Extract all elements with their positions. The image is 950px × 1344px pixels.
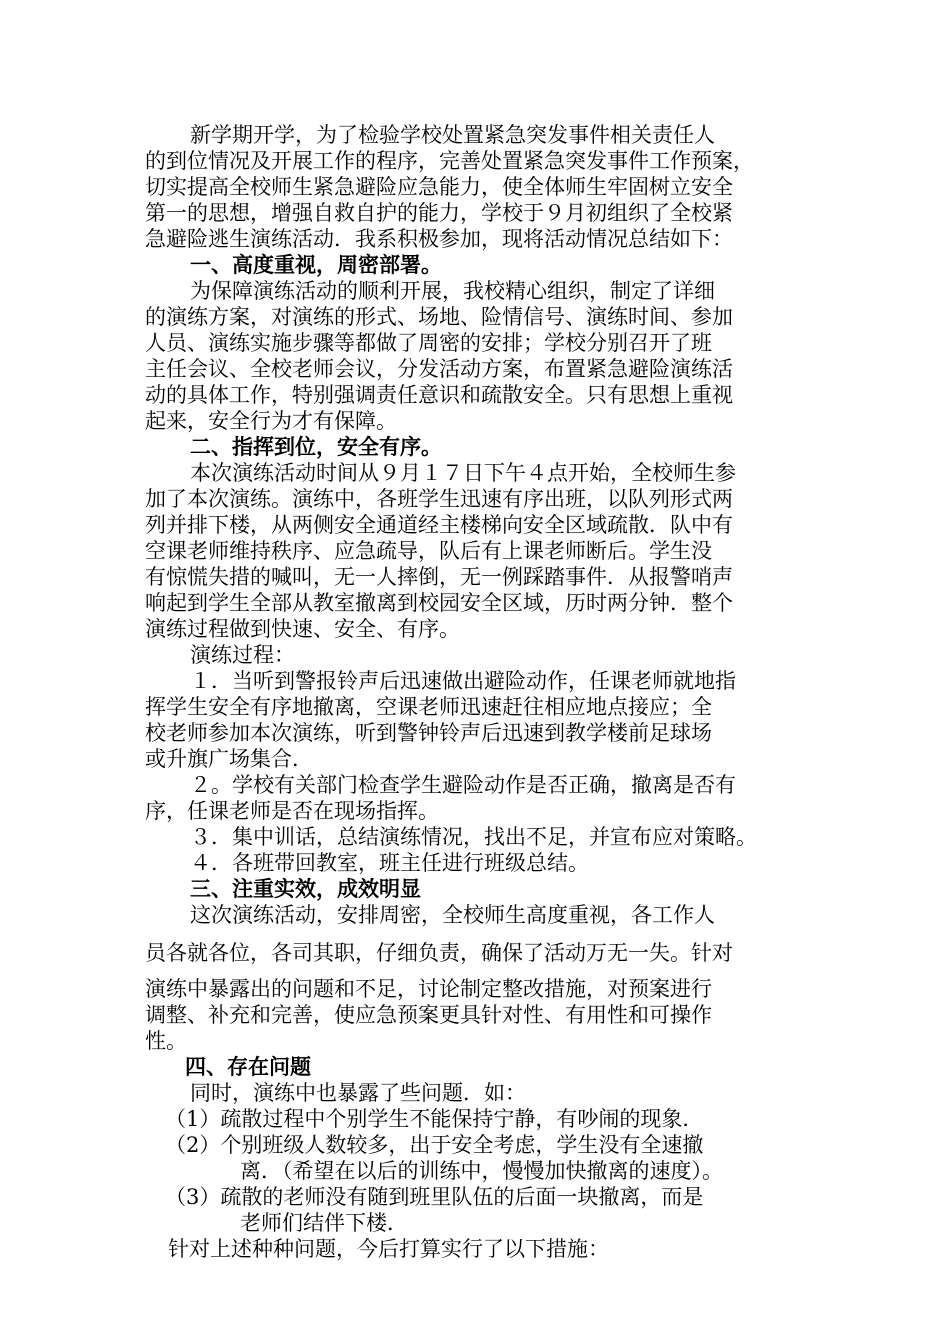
section1-line-6: 起来，安全行为才有保障。 (145, 409, 397, 433)
process-label: 演练过程： (190, 643, 295, 667)
section1-line-4: 主任会议、全校老师会议，分发活动方案，布置紧急避险演练活 (145, 357, 733, 381)
section-heading-3: 三、注重实效，成效明显 (190, 876, 421, 901)
section2-line-3: 列并排下楼，从两侧安全通道经主楼梯向安全区域疏散．队中有 (145, 513, 733, 537)
section2-line-1: 本次演练活动时间从９月１７日下午４点开始，全校师生参 (190, 461, 736, 485)
section2-line-5: 有惊慌失措的喊叫，无一人摔倒，无一例踩踏事件．从报警哨声 (145, 565, 733, 589)
section2-line-2: 加了本次演练。演练中，各班学生迅速有序出班，以队列形式两 (145, 487, 733, 511)
section1-line-5: 动的具体工作，特别强调责任意识和疏散安全。只有思想上重视 (145, 383, 733, 407)
section4-intro: 同时，演练中也暴露了些问题．如： (190, 1081, 526, 1105)
issue-3-line-1: （3）疏散的老师没有随到班里队伍的后面一块撤离，而是 (165, 1185, 704, 1209)
intro-line-5: 急避险逃生演练活动．我系积极参加，现将活动情况总结如下： (145, 227, 733, 251)
measures-intro: 针对上述种种问题，今后打算实行了以下措施： (168, 1237, 609, 1261)
section2-line-7: 演练过程做到快速、安全、有序。 (145, 617, 460, 641)
section3-line-1: 这次演练活动，安排周密，全校师生高度重视，各工作人 (190, 903, 715, 927)
step1-line-1: １．当听到警报铃声后迅速做出避险动作，任课老师就地指 (190, 669, 736, 693)
section3-line-5: 性。 (145, 1029, 187, 1053)
section-heading-4: 四、存在问题 (185, 1054, 311, 1079)
step3-line: ３．集中训话，总结演练情况，找出不足，并宣布应对策略。 (190, 825, 757, 849)
step1-line-4: 或升旗广场集合． (145, 747, 313, 771)
issue-2-line-2: 离．（希望在以后的训练中，慢慢加快撤离的速度）。 (240, 1159, 723, 1183)
intro-line-2: 的到位情况及开展工作的程序，完善处置紧急突发事件工作预案， (145, 149, 754, 173)
intro-line-1: 新学期开学，为了检验学校处置紧急突发事件相关责任人 (190, 123, 715, 147)
section3-line-2: 员各就各位，各司其职，仔细负责，确保了活动万无一失。针对 (145, 941, 733, 965)
intro-line-3: 切实提高全校师生紧急避险应急能力，使全体师生牢固树立安全 (145, 175, 733, 199)
section1-line-3: 人员、演练实施步骤等都做了周密的安排；学校分别召开了班 (145, 331, 712, 355)
step1-line-2: 挥学生安全有序地撤离，空课老师迅速赶往相应地点接应；全 (145, 695, 712, 719)
section-heading-1: 一、高度重视，周密部署。 (190, 252, 442, 277)
issue-3-line-2: 老师们结伴下楼． (240, 1211, 408, 1235)
section1-line-1: 为保障演练活动的顺利开展，我校精心组织，制定了详细 (190, 279, 715, 303)
section2-line-6: 响起到学生全部从教室撤离到校园安全区域，历时两分钟．整个 (145, 591, 733, 615)
step2-line-2: 序，任课老师是否在现场指挥。 (145, 799, 439, 823)
step2-line-1: ２。学校有关部门检查学生避险动作是否正确，撤离是否有 (190, 773, 736, 797)
section3-line-4: 调整、补充和完善，使应急预案更具针对性、有用性和可操作 (145, 1003, 712, 1027)
issue-1: （1）疏散过程中个别学生不能保持宁静，有吵闹的现象． (165, 1107, 704, 1131)
section-heading-2: 二、指挥到位，安全有序。 (190, 434, 442, 459)
step1-line-3: 校老师参加本次演练，听到警钟铃声后迅速到教学楼前足球场 (145, 721, 712, 745)
intro-line-4: 第一的思想，增强自救自护的能力，学校于９月初组织了全校紧 (145, 201, 733, 225)
section3-line-3: 演练中暴露出的问题和不足，讨论制定整改措施，对预案进行 (145, 977, 712, 1001)
issue-2-line-1: （2）个别班级人数较多，出于安全考虑，学生没有全速撤 (165, 1133, 704, 1157)
section2-line-4: 空课老师维持秩序、应急疏导，队后有上课老师断后。学生没 (145, 539, 712, 563)
section1-line-2: 的演练方案，对演练的形式、场地、险情信号、演练时间、参加 (145, 305, 733, 329)
step4-line: ４．各班带回教室，班主任进行班级总结。 (190, 851, 589, 875)
